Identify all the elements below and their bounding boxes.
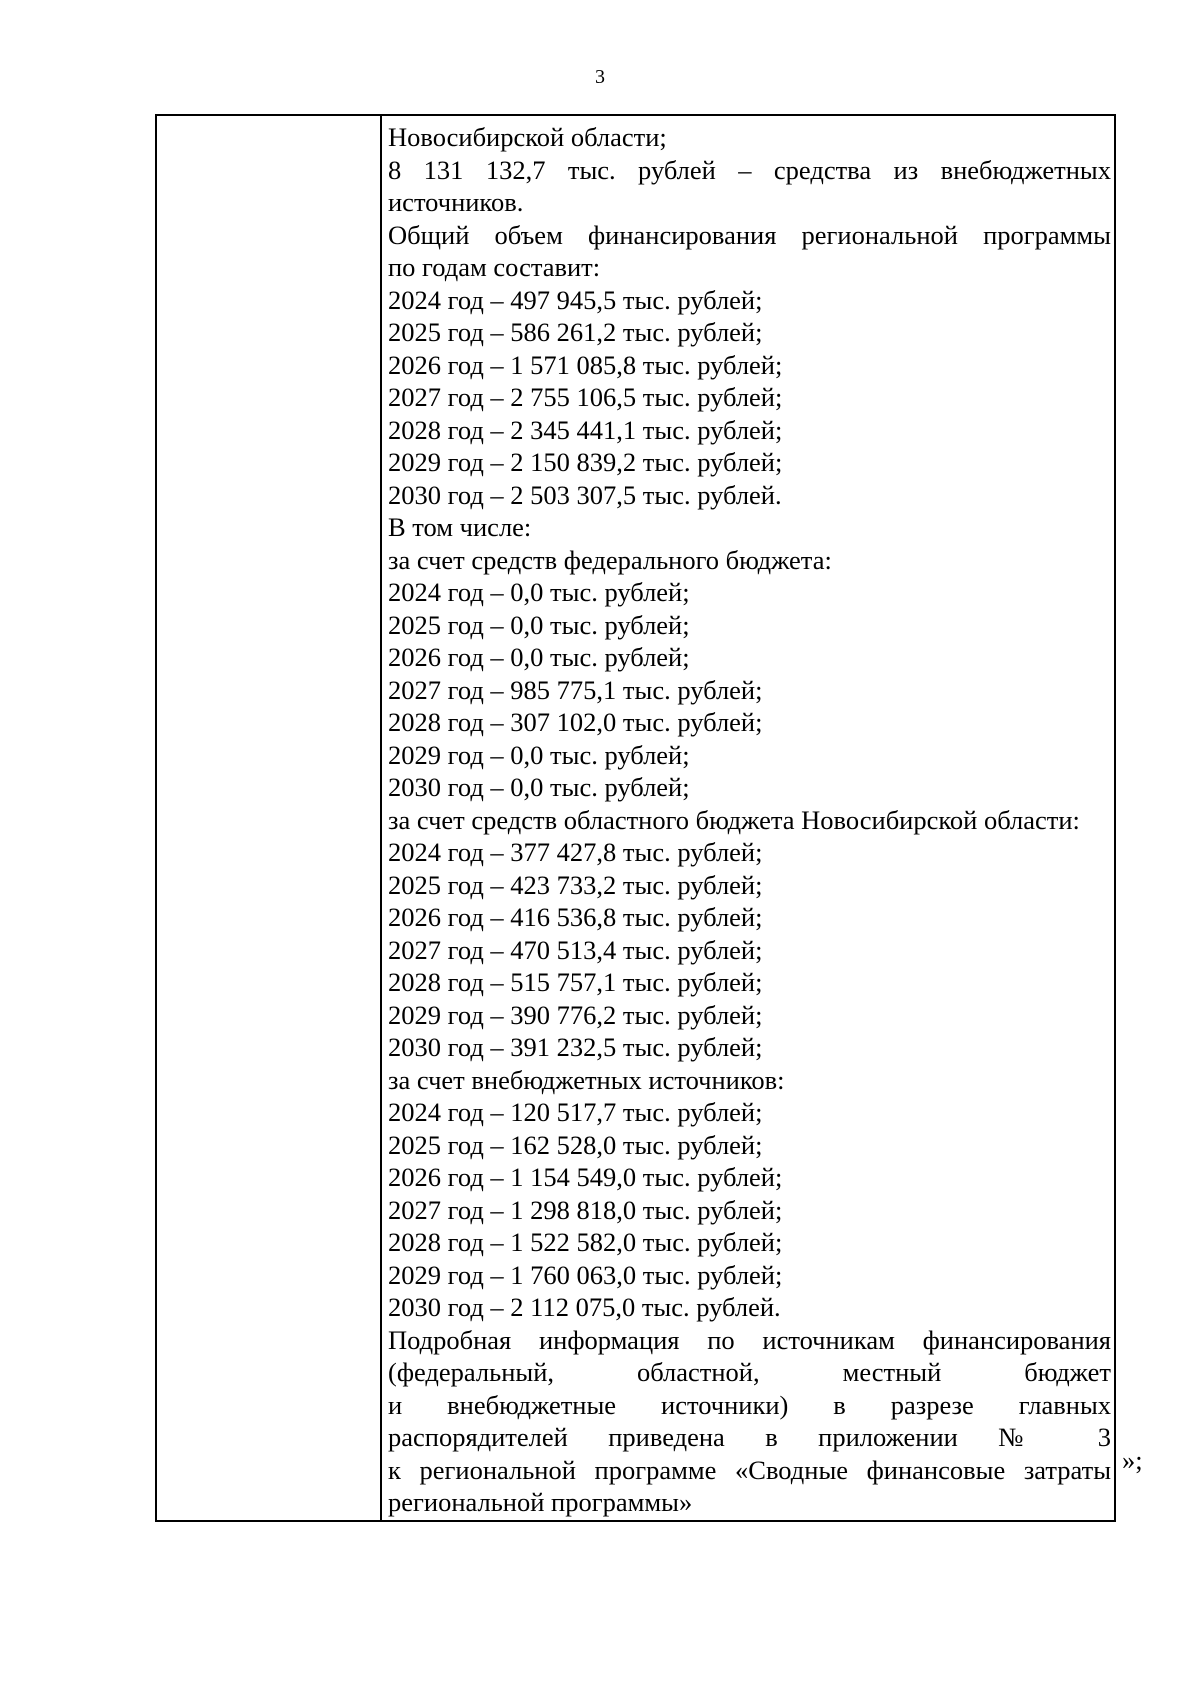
text-line: 2030 год – 0,0 тыс. рублей; — [388, 772, 690, 802]
text-line: 2028 год – 515 757,1 тыс. рублей; — [388, 967, 763, 997]
text-line: В том числе: — [388, 512, 532, 542]
text-line: Подробная информация по источникам финансирования — [388, 1324, 1111, 1355]
text-line: 2027 год – 1 298 818,0 тыс. рублей; — [388, 1194, 783, 1225]
text-line: 2024 год – 0,0 тыс. рублей; — [388, 577, 690, 607]
text-line: Общий объем финансирования региональной программы — [388, 219, 1111, 250]
text-line: источников. — [388, 187, 524, 217]
text-line: 2029 год – 2 150 839,2 тыс. рублей; — [388, 447, 783, 477]
text-line: 2024 год – 120 517,7 тыс. рублей; — [388, 1097, 763, 1127]
text-line: 2028 год – 2 345 441,1 тыс. рублей; — [388, 414, 783, 445]
text-line: 2024 год – 497 945,5 тыс. рублей; — [388, 284, 763, 315]
text-line: и внебюджетные источники) в разрезе главных — [388, 1389, 1111, 1420]
text-line: 2025 год – 162 528,0 тыс. рублей; — [388, 1129, 763, 1160]
text-line: к региональной программе «Сводные финансовые затраты — [388, 1454, 1111, 1485]
text-line: 2027 год – 470 513,4 тыс. рублей; — [388, 934, 763, 965]
text-line: 2030 год – 2 112 075,0 тыс. рублей. — [388, 1292, 781, 1322]
text-line: 2026 год – 1 571 085,8 тыс. рублей; — [388, 349, 783, 380]
text-line: 2030 год – 391 232,5 тыс. рублей; — [388, 1032, 763, 1062]
text-line: 2029 год – 1 760 063,0 тыс. рублей; — [388, 1259, 783, 1290]
column-divider — [380, 116, 382, 1520]
text-line: 2028 год – 1 522 582,0 тыс. рублей; — [388, 1227, 783, 1257]
text-line: 2025 год – 423 733,2 тыс. рублей; — [388, 869, 763, 900]
text-line: 2026 год – 1 154 549,0 тыс. рублей; — [388, 1162, 783, 1192]
text-line: 2026 год – 416 536,8 тыс. рублей; — [388, 902, 763, 932]
text-line: региональной программы» — [388, 1487, 693, 1517]
text-line: 2027 год – 985 775,1 тыс. рублей; — [388, 674, 763, 705]
text-line: 2028 год – 307 102,0 тыс. рублей; — [388, 707, 763, 737]
page-number: 3 — [595, 66, 605, 88]
text-line: 2029 год – 0,0 тыс. рублей; — [388, 739, 690, 770]
text-line: за счет средств федерального бюджета: — [388, 544, 832, 575]
text-line: 2026 год – 0,0 тыс. рублей; — [388, 642, 690, 672]
text-line: 2025 год – 0,0 тыс. рублей; — [388, 609, 690, 640]
text-line: 2030 год – 2 503 307,5 тыс. рублей. — [388, 479, 782, 510]
text-line: (федеральный, областной, местный бюджет — [388, 1357, 1111, 1387]
text-line: 8 131 132,7 тыс. рублей – средства из внебюджетных — [388, 154, 1111, 185]
text-line: распорядителей приведена в приложении № 3 — [388, 1422, 1111, 1452]
text-line: Новосибирской области; — [388, 122, 667, 152]
text-line: 2029 год – 390 776,2 тыс. рублей; — [388, 999, 763, 1030]
text-line: 2024 год – 377 427,8 тыс. рублей; — [388, 837, 763, 867]
document-table — [155, 114, 1116, 1522]
text-line: за счет внебюджетных источников: — [388, 1064, 785, 1095]
closing-quote-mark: »; — [1122, 1445, 1143, 1475]
text-line: за счет средств областного бюджета Новосибирской области: — [388, 804, 1080, 835]
table-cell-content — [388, 121, 1111, 1519]
text-line: 2025 год – 586 261,2 тыс. рублей; — [388, 317, 763, 347]
text-line: по годам составит: — [388, 252, 601, 282]
text-line: 2027 год – 2 755 106,5 тыс. рублей; — [388, 382, 783, 412]
